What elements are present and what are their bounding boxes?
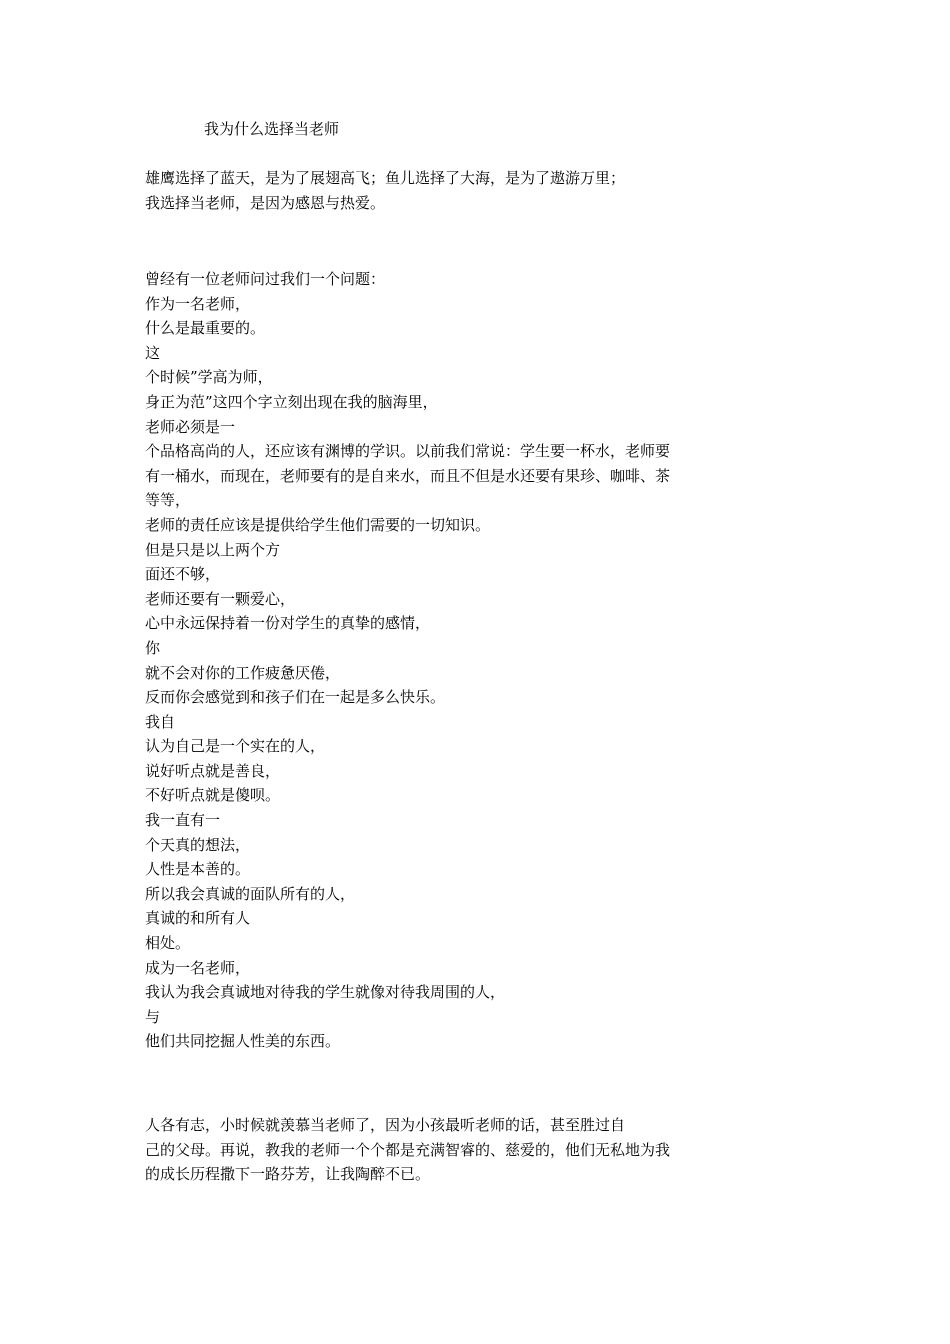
text-line: 认为自己是一个实在的人， xyxy=(145,737,326,756)
text-line: 所以我会真诚的面队所有的人， xyxy=(145,884,356,903)
text-line: 不好听点就是傻呗。 xyxy=(145,786,281,805)
text-line: 的成长历程撒下一路芬芳，让我陶醉不已。 xyxy=(145,1165,431,1184)
text-line: 反而你会感觉到和孩子们在一起是多么快乐。 xyxy=(145,688,446,707)
text-line: 人各有志，小时候就羡慕当老师了，因为小孩最听老师的话，甚至胜过自 xyxy=(145,1116,626,1134)
text-line: 人性是本善的。 xyxy=(145,860,251,879)
text-line: 雄鹰选择了蓝天，是为了展翅高飞；鱼儿选择了大海，是为了遨游万里； xyxy=(145,169,626,187)
text-line: 等等， xyxy=(145,491,191,510)
text-line: 个时候”学高为师， xyxy=(145,368,273,387)
text-line: 面还不够， xyxy=(145,565,221,584)
text-line: 我选择当老师，是因为感恩与热爱。 xyxy=(145,193,386,212)
body-paragraph xyxy=(145,267,745,1054)
text-line: 老师还要有一颗爱心， xyxy=(145,589,296,608)
text-line: 身正为范”这四个字立刻出现在我的脑海里， xyxy=(145,392,438,411)
text-line: 就不会对你的工作疲惫厌倦， xyxy=(145,663,341,682)
text-line: 心中永远保持着一份对学生的真挚的感情， xyxy=(145,614,431,633)
text-line: 成为一名老师， xyxy=(145,958,251,977)
text-line: 作为一名老师， xyxy=(145,294,251,313)
text-line: 说好听点就是善良， xyxy=(145,761,281,780)
text-line: 个品格高尚的人，还应该有渊博的学识。以前我们常说：学生要一杯水，老师要 xyxy=(145,442,671,461)
text-line: 这 xyxy=(145,343,161,362)
text-line: 我自 xyxy=(145,712,176,731)
text-line: 相处。 xyxy=(145,934,191,953)
text-line: 我一直有一 xyxy=(145,811,221,830)
text-line: 什么是最重要的。 xyxy=(145,319,266,338)
document-title: 我为什么选择当老师 xyxy=(204,120,340,138)
text-line: 他们共同挖掘人性美的东西。 xyxy=(145,1032,341,1051)
text-line: 我认为我会真诚地对待我的学生就像对待我周围的人， xyxy=(145,983,506,1002)
text-line: 曾经有一位老师问过我们一个问题： xyxy=(145,270,386,288)
text-line: 与 xyxy=(145,1007,161,1026)
text-line: 你 xyxy=(145,638,161,657)
text-line: 己的父母。再说，教我的老师一个个都是充满智睿的、慈爱的，他们无私地为我 xyxy=(145,1140,671,1159)
intro-paragraph xyxy=(145,166,745,215)
text-line: 有一桶水，而现在，老师要有的是自来水，而且不但是水还要有果珍、咖啡、茶 xyxy=(145,466,671,485)
text-line: 老师必须是一 xyxy=(145,417,236,436)
text-line: 真诚的和所有人 xyxy=(145,909,251,928)
text-line: 但是只是以上两个方 xyxy=(145,540,281,559)
text-line: 老师的责任应该是提供给学生他们需要的一切知识。 xyxy=(145,515,491,534)
text-line: 个天真的想法， xyxy=(145,835,251,854)
closing-paragraph xyxy=(145,1113,745,1187)
